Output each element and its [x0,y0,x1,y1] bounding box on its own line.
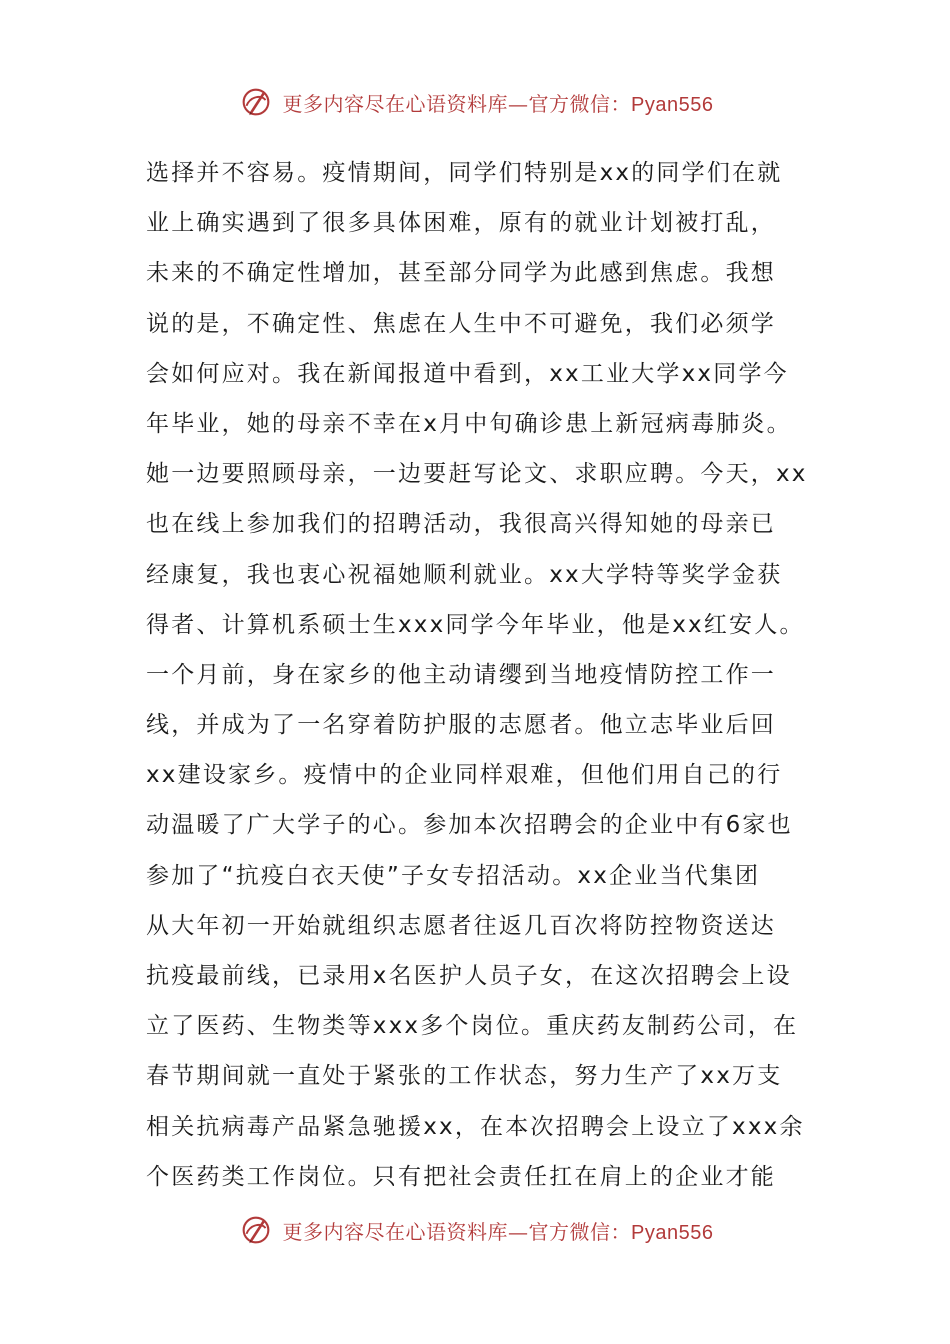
body-line: 她一边要照顾母亲，一边要赶写论文、求职应聘。今天，xx [146,461,808,488]
footer-wechat-id: Pyan556 [631,1221,714,1244]
body-line: 未来的不确定性增加，甚至部分同学为此感到焦虑。我想 [146,260,776,287]
footer-banner-text [283,1216,714,1245]
pen-swirl-logo-icon [237,83,275,121]
body-line: 经康复，我也衷心祝福她顺利就业。xx大学特等奖学金获 [146,561,783,588]
header-banner [0,82,950,122]
body-line: 年毕业，她的母亲不幸在x月中旬确诊患上新冠病毒肺炎。 [146,410,792,437]
body-line: 会如何应对。我在新闻报道中看到，xx工业大学xx同学今 [146,360,789,387]
body-line: 得者、计算机系硕士生xxx同学今年毕业，他是xx红安人。 [146,611,805,638]
body-line: 抗疫最前线，已录用x名医护人员子女，在这次招聘会上设 [146,963,792,989]
footer-banner-label: 更多内容尽在心语资料库—官方微信： [282,1219,632,1244]
body-line: 选择并不容易。疫情期间，同学们特别是xx的同学们在就 [146,160,783,186]
body-line: 相关抗病毒产品紧急驰援xx，在本次招聘会上设立了xxx余 [146,1113,805,1140]
body-line: 春节期间就一直处于紧张的工作状态，努力生产了xx万支 [146,1063,783,1090]
body-line: xx建设家乡。疫情中的企业同样艰难，但他们用自己的行 [146,762,783,789]
body-line: 一个月前，身在家乡的他主动请缨到当地疫情防控工作一 [146,661,776,688]
body-line: 动温暖了广大学子的心。参加本次招聘会的企业中有6家也 [146,812,793,839]
body-line: 立了医药、生物类等xxx多个岗位。重庆药友制药公司，在 [146,1013,799,1040]
body-line: 参加了“抗疫白衣天使”子女专招活动。xx企业当代集团 [146,862,761,889]
header-banner-text [283,88,714,117]
document-body [146,148,826,1202]
body-line: 线，并成为了一名穿着防护服的志愿者。他立志毕业后回 [146,712,776,739]
body-line: 也在线上参加我们的招聘活动，我很高兴得知她的母亲已 [146,511,776,538]
footer-banner [0,1210,950,1250]
pen-swirl-logo-icon [237,1211,275,1249]
header-wechat-id: Pyan556 [631,93,714,116]
body-line: 从大年初一开始就组织志愿者往返几百次将防控物资送达 [146,912,776,939]
body-line: 业上确实遇到了很多具体困难，原有的就业计划被打乱， [146,210,776,237]
header-banner-label: 更多内容尽在心语资料库—官方微信： [282,91,632,116]
body-line: 说的是，不确定性、焦虑在人生中不可避免，我们必须学 [146,310,776,337]
body-line: 个医药类工作岗位。只有把社会责任扛在肩上的企业才能 [146,1163,776,1190]
